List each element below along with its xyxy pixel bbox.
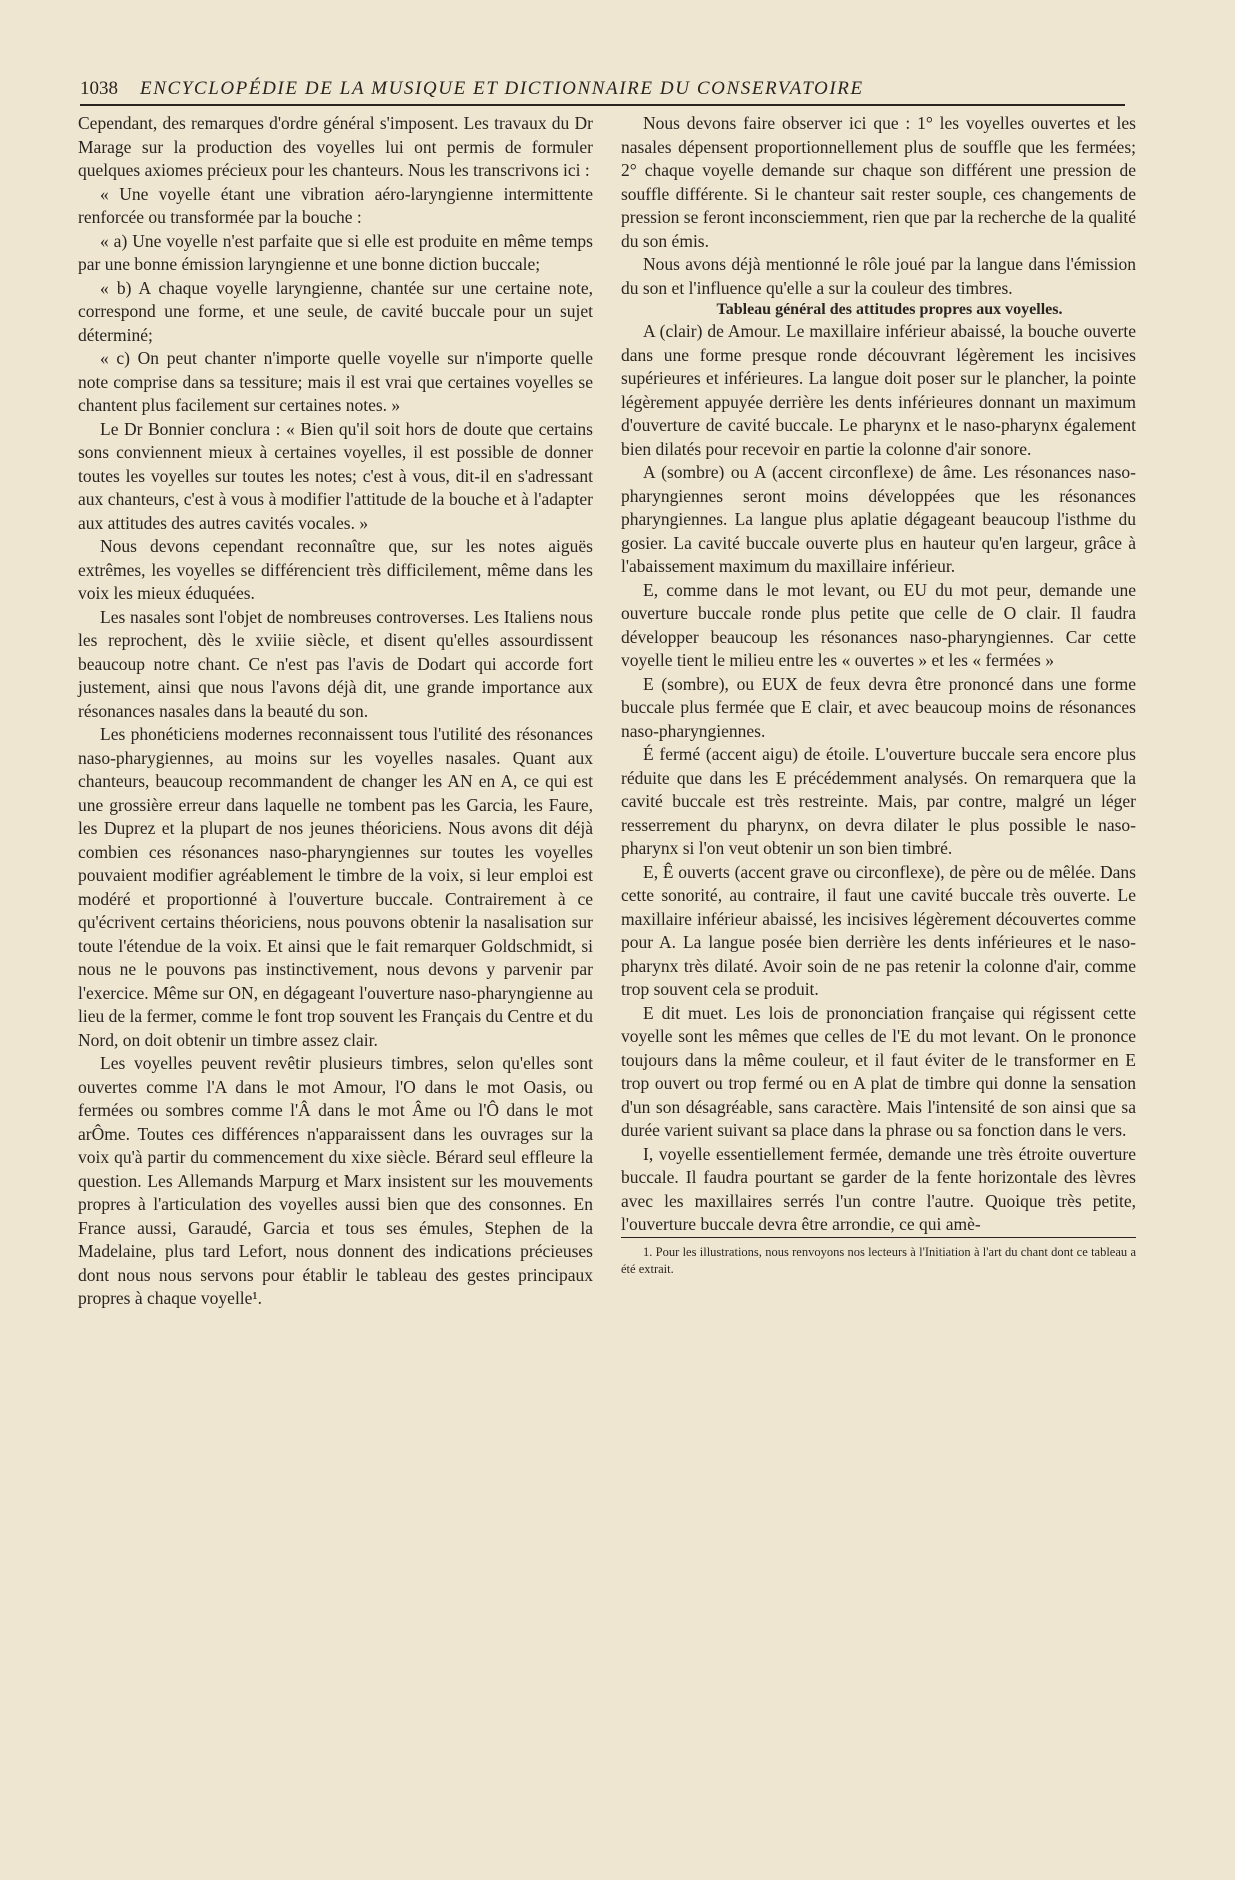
footnote: 1. Pour les illustrations, nous renvoyons nos lecteurs à l'Initiation à l'art du chant dont ce tableau a été extrait. <box>621 1237 1136 1278</box>
paragraph: « Une voyelle étant une vibration aéro-laryngienne intermittente renforcée ou transformée par la bouche : <box>78 183 593 227</box>
paragraph: E (sombre), ou EUX de feux devra être prononcé dans une forme buccale plus fermée que E clair, et avec beaucoup moins de résonances naso-pharyngiennes. <box>621 673 1136 741</box>
paragraph: Cependant, des remarques d'ordre général s'imposent. Les travaux du Dr Marage sur la production des voyelles lui ont permis de formuler quelques axiomes précieux pour les chanteurs. Nous les transcrivons ici : <box>78 113 593 180</box>
page-header <box>80 72 1125 106</box>
right-column <box>621 112 1136 1278</box>
paragraph: Les phonéticiens modernes reconnaissent tous l'utilité des résonances naso-pharygiennes, au moins sur les voyelles nasales. Quant aux chanteurs, beaucoup recommandent de changer les AN en A, ce qui est une grossière erreur dans laquelle ne tombent pas les Garcia, les Faure, les Duprez et la plupart de nos jeunes théoriciens. Nous avons dit déjà combien ces résonances naso-pharyngiennes sur toutes les voyelles pouvaient modifier agréablement le timbre de la voix, si leur emploi est modéré et proportionné à l'ouverture buccale. Contrairement à ce qu'écrivent certains théoriciens, nous pouvons obtenir la nasalisation sur toute l'étendue de la voix. Et ainsi que le fait remarquer Goldschmidt, si nous ne le pouvons pas instinctivement, nous devons y parvenir par l'exercice. Même sur ON, en dégageant l'ouverture naso-pharyngienne au lieu de la fermer, comme le font trop souvent les Français du Centre et du Nord, on doit obtenir un timbre assez clair. <box>78 724 593 1050</box>
page-number: 1038 <box>80 78 118 99</box>
paragraph: Nous devons cependant reconnaître que, sur les notes aiguës extrêmes, les voyelles se différencient très difficilement, même dans les voix les mieux éduquées. <box>78 536 593 603</box>
paragraph: « b) A chaque voyelle laryngienne, chantée sur une certaine note, correspond une forme, et une seule, de cavité buccale pour un sujet déterminé; <box>78 277 593 345</box>
paragraph: Le Dr Bonnier conclura : « Bien qu'il soit hors de doute que certains sons conviennent mieux à certaines voyelles, il est possible de donner toutes les voyelles sur toutes les notes; c'est à vous, dit-il en s'adressant aux chanteurs, c'est à vous à modifier l'attitude de la bouche et à l'adapter aux attitudes des autres cavités vocales. » <box>78 418 593 533</box>
paragraph: Les nasales sont l'objet de nombreuses controverses. Les Italiens nous les reprochent, dès le xviiie siècle, et disent qu'elles assourdissent beaucoup notre chant. Ce n'est pas l'avis de Dodart qui accorde fort justement, ainsi que nous l'avons déjà dit, une grande importance aux résonances nasales dans la beauté du son. <box>78 606 593 721</box>
paragraph: Nous avons déjà mentionné le rôle joué par la langue dans l'émission du son et l'influence qu'elle a sur la couleur des timbres. <box>621 254 1136 298</box>
paragraph: A (sombre) ou A (accent circonflexe) de âme. Les résonances naso-pharyngiennes seront moins développées que les résonances pharyngiennes. La langue plus aplatie dégageant beaucoup l'isthme du gosier. La cavité buccale ouverte plus en hauteur qu'en largeur, grâce à l'abaissement maximum du maxillaire inférieur. <box>621 462 1136 576</box>
paragraph: « a) Une voyelle n'est parfaite que si elle est produite en même temps par une bonne émission laryngienne et une bonne diction buccale; <box>78 230 593 274</box>
paragraph: É fermé (accent aigu) de étoile. L'ouverture buccale sera encore plus réduite que dans les E précédemment analysés. On remarquera que la cavité buccale est très restreinte. Mais, par contre, malgré un léger resserrement du pharynx, on devra dilater le plus possible le naso-pharynx si l'on veut obtenir un son bien timbré. <box>621 744 1136 858</box>
paragraph: E, comme dans le mot levant, ou EU du mot peur, demande une ouverture buccale ronde plus petite que celle de O clair. Il faudra développer beaucoup les résonances naso-pharyngiennes. Car cette voyelle tient le milieu entre les « ouvertes » et les « fermées » <box>621 579 1136 670</box>
running-title: ENCYCLOPÉDIE DE LA MUSIQUE ET DICTIONNAIRE DU CONSERVATOIRE <box>140 78 864 99</box>
paragraph: Nous devons faire observer ici que : 1° les voyelles ouvertes et les nasales dépensent proportionnellement plus de souffle que les fermées; 2° chaque voyelle demande sur chaque son différent une pression de souffle différente. Si le chanteur sait rester souple, ces changements de pression se feront inconsciemment, rien que par la recherche de la qualité du son émis. <box>621 113 1136 251</box>
left-column <box>78 112 593 1311</box>
paragraph: A (clair) de Amour. Le maxillaire inférieur abaissé, la bouche ouverte dans une forme presque ronde découvrant légèrement les incisives supérieures et inférieures. La langue doit poser sur le plancher, la pointe légèrement appuyée derrière les dents inférieures donnant un maximum d'ouverture de cavité buccale. Le pharynx et le naso-pharynx également bien dilatés pour recevoir en partie la colonne d'air sonore. <box>621 321 1136 459</box>
paragraph: Les voyelles peuvent revêtir plusieurs timbres, selon qu'elles sont ouvertes comme l'A dans le mot Amour, l'O dans le mot Oasis, ou fermées ou sombres comme l'Â dans le mot Âme ou l'Ô dans le mot arÔme. Toutes ces différences n'apparaissent dans les ouvrages sur la voix qu'à partir du commencement du xixe siècle. Bérard seul effleure la question. Les Allemands Marpurg et Marx insistent sur les mouvements propres à l'articulation des voyelles aussi bien que des consonnes. En France aussi, Garaudé, Garcia et tous ses émules, Stephen de la Madelaine, plus tard Lefort, nous donnent des indications précieuses dont nous nous servons pour établir le tableau des gestes principaux propres à chaque voyelle¹. <box>78 1053 593 1308</box>
paragraph: E, Ê ouverts (accent grave ou circonflexe), de père ou de mêlée. Dans cette sonorité, au contraire, il faut une cavité buccale très ouverte. Le maxillaire inférieur abaissé, les incisives légèrement découvertes comme pour A. La langue posée bien derrière les dents inférieures et le naso-pharynx très dilaté. Avoir soin de ne pas retenir la colonne d'air, comme trop souvent cela se produit. <box>621 861 1136 999</box>
paragraph: E dit muet. Les lois de prononciation française qui régissent cette voyelle sont les mêmes que celles de l'E du mot levant. On le prononce toujours dans la même couleur, et il faut éviter de le transformer en E trop ouvert ou trop fermé ou en A plat de timbre qui donne la sensation d'un son désagréable, sans caractère. Mais l'intensité de son ainsi que sa durée varient suivant sa place dans la phrase ou sa fonction dans le vers. <box>621 1002 1136 1140</box>
section-title: Tableau général des attitudes propres aux voyelles. <box>716 301 1063 318</box>
paragraph: I, voyelle essentiellement fermée, demande une très étroite ouverture buccale. Il faudra pourtant se garder de la fente horizontale des lèvres avec les maxillaires serrés l'un contre l'autre. Quoique très petite, l'ouverture buccale devra être arrondie, ce qui amè- <box>621 1143 1136 1234</box>
paragraph: « c) On peut chanter n'importe quelle voyelle sur n'importe quelle note comprise dans sa tessiture; mais il est vrai que certaines voyelles se chantent plus facilement sur certaines notes. » <box>78 348 593 415</box>
